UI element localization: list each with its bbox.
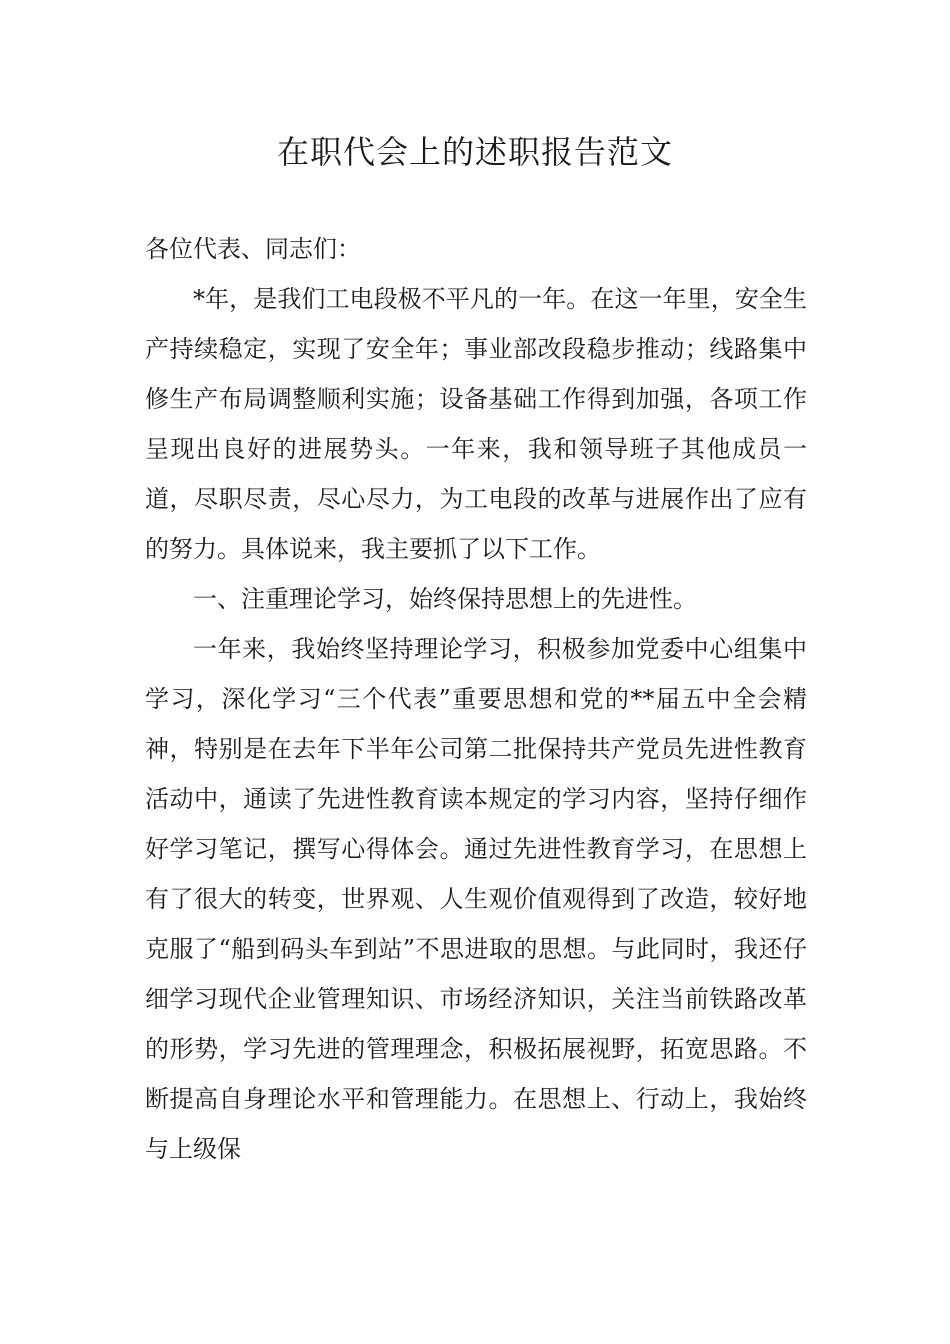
paragraph-1: *年，是我们工电段极不平凡的一年。在这一年里，安全生产持续稳定，实现了安全年；事业部改段稳步推动；线路集中修生产布局调整顺利实施；设备基础工作得到加强，各项工作呈现出良好的进展势头。一年来，我和领导班子其他成员一道，尽职尽责，尽心尽力，为工电段的改革与进展作出了应有的努力。具体说来，我主要抓了以下工作。 bbox=[145, 285, 807, 563]
salutation: 各位代表、同志们： bbox=[145, 235, 361, 263]
document-title: 在职代会上的述职报告范文 bbox=[276, 133, 673, 171]
paragraph-2: 一年来，我始终坚持理论学习，积极参加党委中心组集中学习，深化学习“三个代表”重要思想和党的**届五中全会精神，特别是在去年下半年公司第二批保持共产党员先进性教育活动中，通读了先进性教育读本规定的学习内容，坚持仔细作好学习笔记，撰写心得体会。通过先进性教育学习，在思想上有了很大的转变，世界观、人生观价值观得到了改造，较好地克服了“船到码头车到站”不思进取的思想。与此同时，我还仔细学习现代企业管理知识、市场经济知识，关注当前铁路改革的形势，学习先进的管理理念，积极拓展视野，拓宽思路。不断提高自身理论水平和管理能力。在思想上、行动上，我始终与上级保 bbox=[145, 635, 807, 1163]
section-heading-1: 一、注重理论学习，始终保持思想上的先进性。 bbox=[193, 585, 697, 613]
document-body bbox=[145, 224, 807, 1174]
